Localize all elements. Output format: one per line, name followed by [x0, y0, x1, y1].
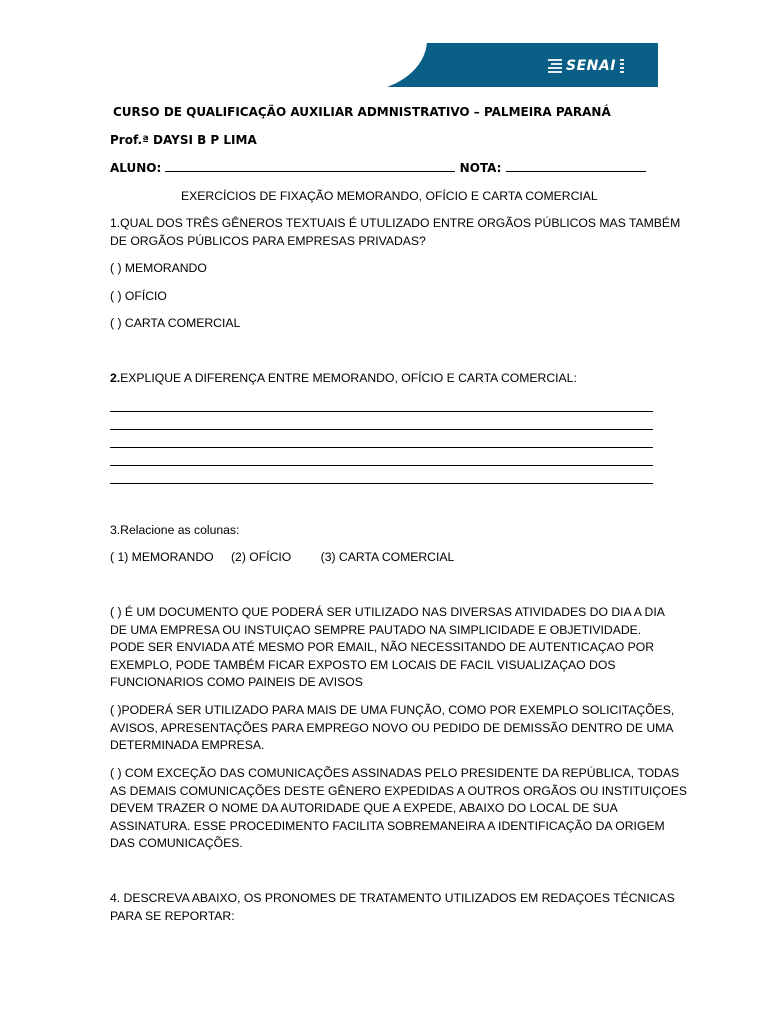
- answer-line[interactable]: [110, 411, 653, 412]
- q3-item-2-line: AVISOS, APRESENTAÇÕES PARA EMPREGO NOVO OU PEDIDO DE DEMISSÃO DENTRO DE UMA: [110, 720, 674, 735]
- answer-line[interactable]: [110, 447, 653, 448]
- answer-line[interactable]: [110, 483, 653, 484]
- grade-field[interactable]: [506, 160, 646, 172]
- senai-logo: [548, 57, 624, 75]
- q3-item-2-line: ( )PODERÁ SER UTILIZADO PARA MAIS DE UMA FUNÇÃO, COMO POR EXEMPLO SOLICITAÇÕES,: [110, 703, 675, 717]
- q3-item-2-line: DETERMINADA EMPRESA.: [110, 738, 265, 752]
- q3-item-3: [110, 765, 687, 853]
- q3-item-3-line: AS DEMAIS COMUNICAÇÕES DESTE GÊNERO EXPEDIDAS A OUTROS ORGÃOS OU INSTITUIÇOES: [110, 783, 687, 798]
- q1-line-1: 1.QUAL DOS TRÊS GÊNEROS TEXTUAIS É UTULIZADO ENTRE ORGÃOS PÚBLICOS MAS TAMBÉM: [110, 216, 681, 230]
- q3-item-1-line: ( ) É UM DOCUMENTO QUE PODERÁ SER UTILIZADO NAS DIVERSAS ATIVIDADES DO DIA A DIA: [110, 605, 665, 619]
- q1-option-memorando[interactable]: ( ) MEMORANDO: [110, 261, 207, 275]
- q2-number: 2.: [110, 371, 121, 385]
- answer-line[interactable]: [110, 429, 653, 430]
- logo-text: SENAI: [566, 58, 616, 74]
- q3-item-3-line: DEVEM TRAZER O NOME DA AUTORIDADE QUE A EXPEDE, ABAIXO DO LOCAL DE SUA: [110, 801, 618, 815]
- answer-line[interactable]: [110, 465, 653, 466]
- q4-line-1: 4. DESCREVA ABAIXO, OS PRONOMES DE TRATAMENTO UTILIZADOS EM REDAÇOES TÉCNICAS: [110, 891, 675, 905]
- q3-item-1-line: PODE SER ENVIADA ATÉ MESMO POR EMAIL, NÃO NECESSITANDO DE AUTENTICAÇAO POR: [110, 640, 655, 654]
- student-grade-row: [110, 160, 646, 178]
- exercise-title: EXERCÍCIOS DE FIXAÇÃO MEMORANDO, OFÍCIO E CARTA COMERCIAL: [181, 189, 598, 203]
- q3-title: 3.Relacione as colunas:: [110, 523, 240, 537]
- q3-item-1: [110, 604, 665, 692]
- question-1: [110, 215, 681, 250]
- q3-item-2: [110, 702, 675, 755]
- q3-item-3-line: ( ) COM EXCEÇÃO DAS COMUNICAÇÕES ASSINADAS PELO PRESIDENTE DA REPÚBLICA, TODAS: [110, 766, 680, 780]
- student-label: ALUNO:: [110, 161, 162, 175]
- question-2: [110, 370, 577, 388]
- grade-label: NOTA:: [459, 161, 502, 175]
- q1-line-2: DE ORGÃOS PÚBLICOS PARA EMPRESAS PRIVADAS?: [110, 233, 426, 248]
- q3-item-1-line: DE UMA EMPRESA OU INSTUIÇAO SEMPRE PAUTADO NA SIMPLICIDADE E OBJETIVIDADE.: [110, 622, 642, 637]
- q1-option-oficio[interactable]: ( ) OFÍCIO: [110, 289, 167, 303]
- student-name-field[interactable]: [165, 160, 455, 172]
- q2-text: EXPLIQUE A DIFERENÇA ENTRE MEMORANDO, OFÍCIO E CARTA COMERCIAL:: [120, 371, 577, 385]
- q4-line-2: PARA SE REPORTAR:: [110, 908, 235, 923]
- q3-columns: [110, 549, 454, 567]
- logo-bars-icon: [620, 59, 624, 73]
- q3-item-3-line: ASSINATURA. ESSE PROCEDIMENTO FACILITA SOBREMANEIRA A IDENTIFICAÇÃO DA ORIGEM: [110, 818, 665, 833]
- question-4: [110, 890, 675, 925]
- q3-column-memorando: ( 1) MEMORANDO: [110, 550, 214, 564]
- teacher-name: Prof.ª DAYSI B P LIMA: [110, 133, 257, 147]
- q3-column-carta: (3) CARTA COMERCIAL: [320, 550, 455, 564]
- course-title: CURSO DE QUALIFICAÇÃO AUXILIAR ADMNISTRATIVO – PALMEIRA PARANÁ: [113, 105, 611, 119]
- q3-item-1-line: EXEMPLO, PODE TAMBÉM FICAR EXPOSTO EM LOCAIS DE FACIL VISUALIZAÇAO DOS: [110, 657, 616, 672]
- logo-lines-icon: [548, 59, 562, 73]
- q1-option-carta[interactable]: ( ) CARTA COMERCIAL: [110, 316, 241, 330]
- q3-column-oficio: (2) OFÍCIO: [230, 550, 292, 564]
- q3-item-3-line: DAS COMUNICAÇÕES.: [110, 836, 243, 850]
- q3-item-1-line: FUNCIONARIOS COMO PAINEIS DE AVISOS: [110, 675, 363, 689]
